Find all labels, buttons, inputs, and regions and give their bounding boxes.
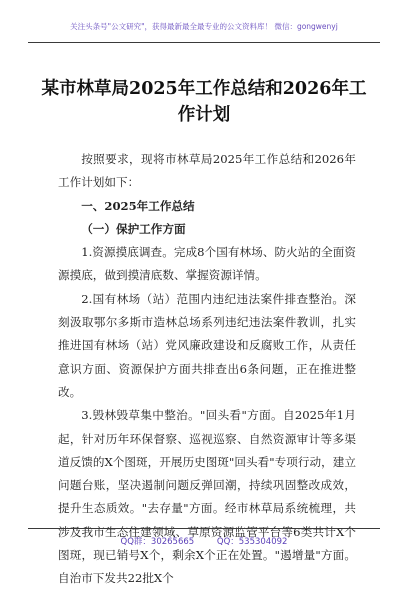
header-promo-text: 关注头条号"公文研究"，获得最新最全最专业的公文资料库！ 微信：gongwenyj <box>70 22 338 31</box>
section-heading: 一、2025年工作总结 <box>81 198 195 213</box>
document-body <box>58 148 356 591</box>
footer-contact <box>0 535 408 547</box>
qq-group-text: QQ群：30265665 <box>120 537 195 547</box>
body-paragraph: 3.毁林毁草集中整治。"回头看"方面。自2025年1月起，针对历年环保督察、巡视巡察、自然资源审计等多渠道反馈的X个图斑，开展历史图斑"回头看"专项行动，建立问题台账，坚决遏制问题反弹回潮，持续巩固整改成效，提升生态质效。"去存量"方面。经市林草局系统梳理，共涉及我市生态住建领域、草原资源监管平台等6类共计X个图斑，现已销号X个，剩余X个正在处置。"遏增量"方面。自治市下发共22批X个 <box>58 408 356 586</box>
body-paragraph: 2.国有林场（站）范围内违纪违法案件排查整治。深刻汲取鄂尔多斯市造林总场系列违纪违法案件教训，扎实推进国有林场（站）党风廉政建设和反腐败工作，从责任意识方面、资源保护方面共排查出6条问题，正在推进整改。 <box>58 291 356 399</box>
qq-text: QQ：535304092 <box>216 537 288 547</box>
header-divider <box>28 42 380 43</box>
intro-paragraph: 按照要求，现将市林草局2025年工作总结和2026年工作计划如下： <box>58 152 356 190</box>
body-paragraph: 1.资源摸底调查。完成8个国有林场、防火站的全面资源摸底，做到摸清底数、掌握资源详情。 <box>58 245 356 283</box>
document-title: 某市林草局2025年工作总结和2026年工作计划 <box>41 79 367 125</box>
subsection-heading: （一）保护工作方面 <box>81 221 186 236</box>
footer-divider <box>28 528 380 529</box>
